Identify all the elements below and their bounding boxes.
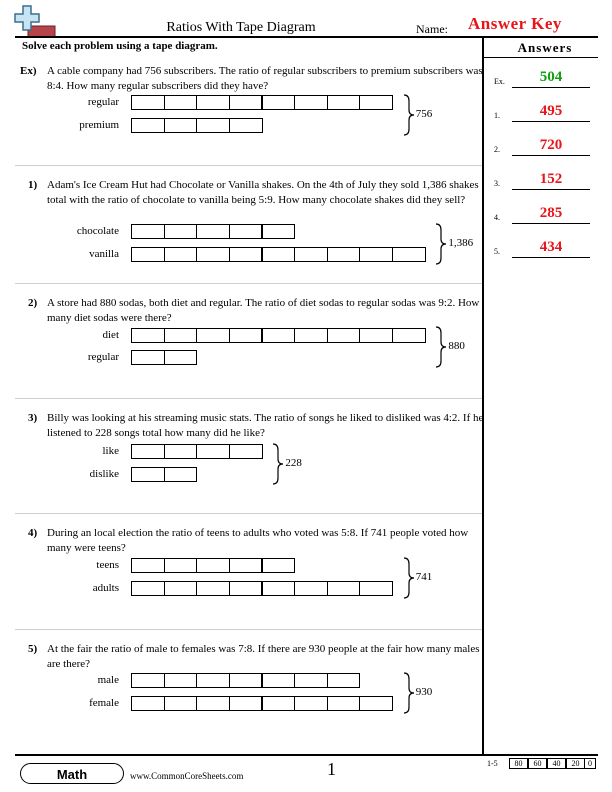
tape-segment	[196, 118, 230, 133]
tape-diagram	[131, 328, 424, 343]
tape-segment	[229, 118, 263, 133]
right-brace-icon	[434, 325, 448, 369]
tape-segment	[164, 444, 198, 459]
tape-diagram	[131, 95, 392, 110]
problem-text: Billy was looking at his streaming music stats. The ratio of songs he liked to disliked was 4:2. If he listened to 228 songs total how many did he like?	[47, 412, 484, 439]
tape-segment	[327, 581, 361, 596]
tape-label: diet	[102, 329, 119, 341]
answer-label: 1.	[494, 111, 500, 120]
tape-segment	[294, 696, 328, 711]
tape-segment	[196, 581, 230, 596]
tape-total: 741	[415, 570, 433, 583]
answer-value: 495	[539, 103, 563, 119]
subject-badge: Math	[20, 763, 124, 784]
tape-segment	[164, 581, 198, 596]
tape-segment	[229, 224, 263, 239]
answer-value: 285	[539, 205, 563, 221]
tape-segment	[164, 224, 198, 239]
score-box: 20	[566, 758, 585, 769]
answer-row	[494, 102, 598, 122]
tape-segment	[261, 581, 295, 596]
tape-segment	[229, 247, 263, 262]
tape-segment	[196, 673, 230, 688]
tape-segment	[131, 558, 165, 573]
tape-segment	[261, 558, 295, 573]
tape-segment	[164, 696, 198, 711]
answers-heading: Answers	[517, 40, 573, 55]
tape-segment	[229, 696, 263, 711]
footer-rule	[15, 754, 598, 756]
problem-number: 1)	[28, 179, 38, 191]
answer-value: 152	[539, 171, 563, 187]
answer-line	[512, 189, 590, 190]
problem-divider	[15, 283, 482, 284]
tape-total: 1,386	[448, 236, 474, 249]
tape-total: 930	[415, 685, 433, 698]
right-brace-icon	[402, 93, 416, 137]
answer-label: Ex.	[494, 77, 505, 86]
tape-segment	[196, 444, 230, 459]
tape-total: 880	[448, 340, 465, 352]
tape-diagram	[131, 247, 424, 262]
tape-segment	[294, 581, 328, 596]
tape-label: male	[97, 674, 119, 686]
page-title: Ratios With Tape Diagram	[166, 20, 316, 35]
tape-label: regular	[87, 351, 119, 363]
tape-segment	[294, 328, 328, 343]
tape-segment	[164, 247, 198, 262]
tape-segment	[196, 696, 230, 711]
problem-text: Adam's Ice Cream Hut had Chocolate or Vanilla shakes. On the 4th of July they sold 1,386 shakes total with the ratio of chocolate to vanilla being 5:9. How many chocolate shakes did they sell?	[47, 179, 479, 206]
tape-diagram	[131, 118, 261, 133]
tape-segment	[229, 581, 263, 596]
tape-segment	[131, 95, 165, 110]
answer-key-label: Answer Key	[468, 14, 562, 33]
tape-segment	[261, 247, 295, 262]
tape-label: chocolate	[76, 225, 119, 237]
tape-segment	[131, 673, 165, 688]
instructions: Solve each problem using a tape diagram.	[22, 40, 218, 52]
problem-text: A store had 880 sodas, both diet and regular. The ratio of diet sodas to regular sodas was 9:2. How many diet sodas were there?	[47, 297, 480, 324]
problem-text: At the fair the ratio of male to females was 7:8. If there are 930 people at the fair how many males are there?	[47, 643, 480, 670]
tape-segment	[164, 328, 198, 343]
tape-label: regular	[87, 96, 119, 108]
tape-segment	[164, 467, 198, 482]
tape-segment	[327, 696, 361, 711]
answer-label: 2.	[494, 145, 500, 154]
tape-segment	[229, 328, 263, 343]
tape-diagram	[131, 581, 392, 596]
right-brace-icon	[434, 222, 448, 266]
tape-label: vanilla	[89, 248, 119, 260]
tape-segment	[196, 95, 230, 110]
tape-segment	[359, 581, 393, 596]
tape-segment	[131, 350, 165, 365]
tape-segment	[229, 673, 263, 688]
tape-label: adults	[92, 582, 119, 594]
problem-divider	[15, 165, 482, 166]
tape-segment	[261, 224, 295, 239]
tape-segment	[131, 581, 165, 596]
tape-segment	[229, 95, 263, 110]
tape-segment	[164, 118, 198, 133]
tape-segment	[164, 558, 198, 573]
tape-diagram	[131, 558, 294, 573]
tape-segment	[164, 350, 198, 365]
tape-segment	[131, 696, 165, 711]
tape-segment	[294, 673, 328, 688]
tape-segment	[359, 328, 393, 343]
answer-value: 434	[539, 239, 563, 255]
score-range-label: 1-5	[487, 759, 498, 768]
problem-divider	[15, 398, 482, 399]
tape-segment	[392, 247, 426, 262]
problem-divider	[15, 513, 482, 514]
answer-label: 4.	[494, 213, 500, 222]
tape-total: 756	[415, 107, 433, 120]
answer-line	[512, 121, 590, 122]
tape-segment	[131, 467, 165, 482]
tape-diagram	[131, 673, 359, 688]
tape-diagram	[131, 350, 196, 365]
answers-heading-rule	[484, 57, 598, 58]
tape-segment	[164, 673, 198, 688]
answer-row	[494, 204, 598, 224]
problem-number: 2)	[28, 297, 38, 309]
tape-segment	[164, 95, 198, 110]
tape-segment	[261, 673, 295, 688]
tape-segment	[327, 95, 361, 110]
tape-segment	[359, 95, 393, 110]
problem-text: During an local election the ratio of teens to adults who voted was 5:8. If 741 people voted how many were teens?	[47, 527, 469, 554]
answer-value: 720	[539, 137, 563, 153]
tape-segment	[359, 696, 393, 711]
answer-line	[512, 223, 590, 224]
tape-diagram	[131, 696, 392, 711]
right-brace-icon	[402, 556, 416, 600]
right-brace-icon	[271, 442, 285, 486]
tape-segment	[196, 224, 230, 239]
tape-diagram	[131, 224, 294, 239]
answer-label: 5.	[494, 247, 500, 256]
tape-total: 228	[285, 456, 302, 469]
tape-label: premium	[79, 119, 119, 131]
tape-segment	[196, 558, 230, 573]
footer-url: www.CommonCoreSheets.com	[130, 771, 244, 781]
answer-line	[512, 155, 590, 156]
problem-text: A cable company had 756 subscribers. The ratio of regular subscribers to premium subscribers was 8:4. How many regular subscribers did they have?	[47, 65, 483, 92]
tape-segment	[196, 247, 230, 262]
problem-number: Ex)	[20, 65, 37, 77]
score-box: 0	[584, 758, 596, 769]
tape-segment	[294, 95, 328, 110]
tape-label: teens	[96, 559, 119, 571]
tape-diagram	[131, 444, 261, 459]
tape-label: female	[89, 697, 119, 709]
answer-line	[512, 87, 590, 88]
answer-row	[494, 68, 598, 88]
tape-segment	[261, 95, 295, 110]
tape-segment	[294, 247, 328, 262]
tape-diagram	[131, 467, 196, 482]
problem-number: 4)	[28, 527, 38, 539]
tape-segment	[131, 224, 165, 239]
tape-segment	[261, 328, 295, 343]
tape-segment	[131, 118, 165, 133]
tape-segment	[131, 444, 165, 459]
score-box: 60	[528, 758, 547, 769]
tape-segment	[229, 444, 263, 459]
tape-segment	[327, 247, 361, 262]
problem-divider	[15, 629, 482, 630]
tape-segment	[229, 558, 263, 573]
answer-value: 504	[539, 69, 563, 85]
name-label: Name:	[416, 22, 448, 36]
score-box: 80	[509, 758, 528, 769]
answer-line	[512, 257, 590, 258]
answer-row	[494, 170, 598, 190]
page-number: 1	[327, 759, 336, 779]
tape-segment	[131, 247, 165, 262]
header-rule	[15, 36, 598, 38]
tape-segment	[392, 328, 426, 343]
answer-label: 3.	[494, 179, 500, 188]
tape-label: like	[102, 445, 119, 457]
tape-segment	[131, 328, 165, 343]
score-box: 40	[547, 758, 566, 769]
answer-row	[494, 136, 598, 156]
problem-number: 3)	[28, 412, 38, 424]
tape-label: dislike	[89, 468, 119, 480]
tape-segment	[261, 696, 295, 711]
tape-segment	[327, 328, 361, 343]
tape-segment	[327, 673, 361, 688]
right-brace-icon	[402, 671, 416, 715]
problem-number: 5)	[28, 643, 38, 655]
answer-row	[494, 238, 598, 258]
tape-segment	[359, 247, 393, 262]
tape-segment	[196, 328, 230, 343]
